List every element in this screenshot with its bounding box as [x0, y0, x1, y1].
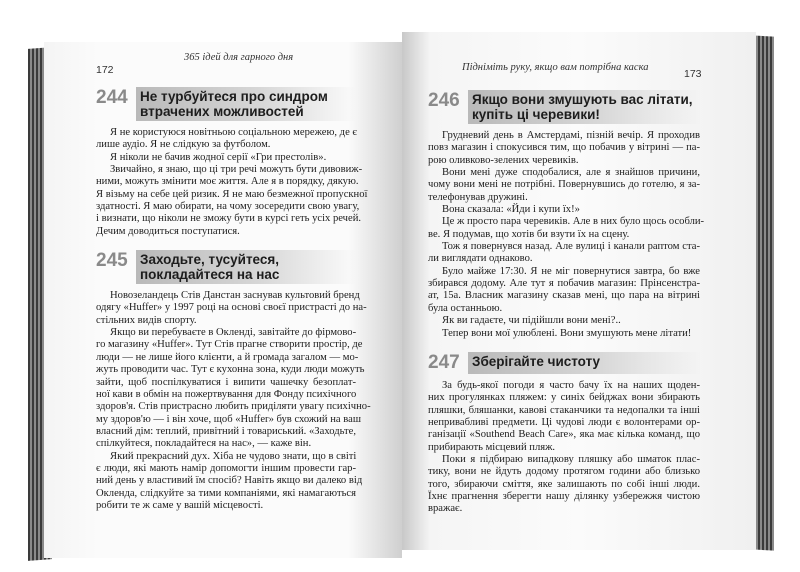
text-line: робити те ж саме у вашій місцевості. [96, 499, 264, 511]
paragraph [428, 167, 700, 204]
text-line: стільних видів спорту. [96, 314, 197, 326]
idea-title: Не турбуйтеся про синдром втрачених можливостей [136, 87, 356, 121]
text-line: здатності. Я маю обирати, на чому зосередити свою увагу, [96, 201, 360, 213]
paragraph [96, 327, 371, 450]
text-line: телефонував дружині. [428, 191, 528, 203]
text-line: повз магазин і спокусився тим, що побачив у вітрині — па- [428, 142, 700, 154]
text-line: Якщо ви перебуваєте в Окленді, завітайте до фірмово- [110, 327, 357, 339]
paragraph [428, 266, 700, 315]
text-line: Окленда, слідкуйте за тими компаніями, які намагаються [96, 487, 356, 499]
right-page [402, 32, 756, 550]
idea-heading [428, 352, 700, 374]
page-number: 173 [684, 68, 702, 80]
idea-number: 244 [96, 87, 128, 108]
idea-heading [96, 87, 356, 121]
idea-section [96, 250, 371, 512]
text-line: ве. Я подумав, що хотів би взути їх на сцену. [428, 228, 630, 240]
text-line: Тож я повернувся назад. Але вулиці і канали раптом ста- [442, 241, 700, 253]
idea-title: Зберігайте чистоту [468, 352, 700, 374]
idea-section [428, 90, 705, 340]
text-line: Грудневий день в Амстердамі, пізній вечір. Я проходив [442, 130, 700, 141]
idea-section [96, 87, 368, 238]
text-line: ли виглядати однаково. [428, 253, 533, 265]
text-line: ний день у властивий їм спосіб? Навіть якщо ви далеко від [96, 475, 363, 487]
text-line: них прогулянках пляжем: у синіх бейджах вони збирають [428, 392, 700, 404]
text-line: Я ніколи не бачив жодної серії «Гри престолів». [110, 151, 327, 163]
text-line: і визнати, що ніколи не зможу бути в курсі геть усіх речей. [96, 213, 362, 225]
text-line: Як ви гадаєте, чи підійшли вони мені?.. [442, 315, 621, 327]
text-line: пляшки, бляшанки, кавові стаканчики та недопалки та інші [428, 404, 700, 416]
text-line: ної кави в обмін на пожертвування для Фонду психічного [96, 388, 357, 400]
paragraph [428, 241, 700, 266]
paragraph [428, 204, 700, 216]
paragraph [96, 152, 356, 164]
idea-number: 245 [96, 250, 128, 272]
text-line: спілкуйтеся, покладайтеся на нас», — каже він. [96, 438, 312, 450]
running-title: 365 ідей для гарного дня [184, 52, 294, 63]
text-line: Було майже 17:30. Я не міг повернутися завтра, бо вже [442, 265, 700, 277]
text-line: чому вони мені не потрібні. Повернувшись до готелю, я за- [428, 179, 700, 191]
paragraph [96, 164, 368, 238]
idea-title: Якщо вони змушують вас літати, купіть ці черевики! [468, 90, 700, 124]
text-line: ат, 15а. Власник магазину сказав мені, що пара на вітрині [428, 290, 700, 302]
text-line: Вона сказала: «Йди і купи їх!» [442, 204, 580, 216]
text-line: Дечим доводиться поступатися. [96, 225, 240, 237]
idea-heading [96, 250, 356, 284]
text-line: ними, можуть змінити моє життя. Але я в порядку, дякую. [96, 176, 359, 188]
text-line: За будь-якої погоди я часто бачу їх на наших щоден- [442, 379, 700, 391]
text-line: му здоров'ю — і він хоче, щоб «Huffer» був схожий на ваш [96, 413, 361, 425]
left-page-content [96, 87, 371, 524]
text-line: рою оливково-зелених черевиків. [428, 154, 579, 166]
running-title: Підніміть руку, якщо вам потрібна каска [462, 62, 649, 73]
text-line: Новозеландець Стів Данстан заснував культовий бренд [110, 290, 360, 302]
left-page [44, 42, 402, 558]
text-line: Вони мені дуже сподобалися, але я знайшов причини, [442, 167, 700, 179]
text-line: прибирають місцевий пляж. [428, 441, 556, 453]
text-line: Звичайно, я знаю, що ці три речі можуть бути дивовиж- [110, 164, 363, 176]
text-line: Це ж просто пара черевиків. Але в них було щось особли- [442, 216, 705, 228]
text-line: Поки я підбираю випадкову пляшку або шматок плас- [442, 453, 700, 465]
right-page-content [428, 90, 705, 528]
page-number: 172 [96, 64, 114, 76]
text-line: лише аудіо. Я не слідкую за футболом. [96, 139, 271, 151]
text-line: зайти, щоб поспілкуватися і випити чашечку безоплат- [96, 376, 356, 388]
paragraph [428, 315, 700, 327]
text-line: люди — не лише його клієнти, а й громада загалом — мо- [96, 351, 359, 363]
text-line: здоров'я. Стів пристрасно любить приділяти увагу психічно- [96, 401, 371, 413]
idea-number: 247 [428, 351, 460, 373]
paragraph [428, 454, 700, 516]
text-line: непривабливі предмети. Ці чудові люди є волонтерами ор- [428, 416, 700, 428]
paragraph [428, 328, 700, 340]
paragraph [428, 380, 700, 454]
idea-section [428, 352, 700, 516]
paragraph [96, 127, 356, 152]
text-line: тику, вони не йдуть додому протягом години або близько [428, 466, 700, 478]
text-line: Їхнє прагнення зберегти нашу ділянку узбережжя чистою [428, 490, 700, 502]
text-line: го магазину «Huffer». Тут Стів прагне створити простір, де [96, 339, 363, 351]
text-line: Який прекрасний дух. Хіба не чудово знати, що в світі [110, 450, 357, 462]
text-line: ганізації «Southend Beach Care», яка має кілька команд, що [428, 429, 700, 441]
text-line: власний дім: теплий, привітний і товариський. «Заходьте, [96, 425, 356, 437]
text-line: Тепер вони мої улюблені. Вони змушують мене літати! [442, 327, 692, 339]
text-line: Я візьму на себе цей ризик. Я не маю безмежної пропускної [96, 188, 368, 200]
idea-number: 246 [428, 90, 460, 111]
text-line: збирався додому. Але тут я побачив магазин: Прінсенстра- [428, 278, 700, 290]
idea-title: Заходьте, тусуйтеся, покладайтеся на нас [136, 250, 356, 284]
text-line: є люди, які мають намір допомогти іншим провести гар- [96, 462, 356, 474]
paragraph [96, 290, 367, 327]
text-line: Я не користуюся новітньою соціальною мережею, де є [110, 127, 357, 138]
paragraph [96, 450, 363, 513]
text-line: була останньою. [428, 302, 503, 314]
text-line: жуть проводити час. Тут є кухонна зона, куди люди можуть [96, 364, 365, 376]
paragraph [428, 216, 705, 241]
text-line: того, збираючи сміття, яке залишають по собі інші люди. [428, 478, 700, 490]
text-line: одягу «Huffer» у 1997 році на основі своєї пристрасті до на- [96, 302, 367, 314]
text-line: вражає. [428, 503, 463, 515]
idea-heading [428, 90, 700, 124]
paragraph [428, 130, 700, 167]
